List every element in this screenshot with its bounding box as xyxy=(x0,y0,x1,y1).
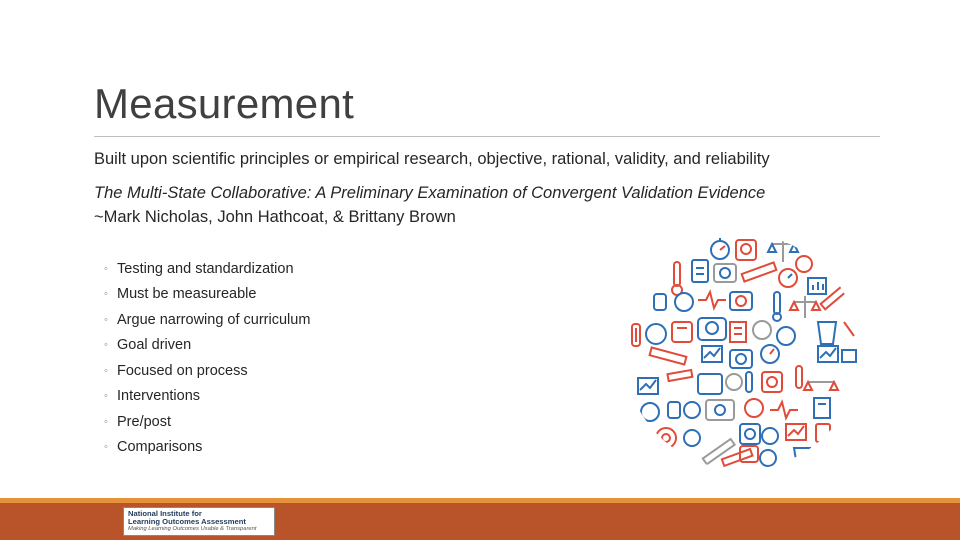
bullet-list xyxy=(104,256,310,460)
bullet-icon: ◦ xyxy=(104,441,108,454)
list-item: ◦ Goal driven xyxy=(104,337,192,354)
measuring-cup-icon xyxy=(794,448,810,466)
calculator-icon xyxy=(814,398,830,418)
scale-icon xyxy=(698,318,726,340)
line-chart-icon xyxy=(786,424,806,440)
bullet-icon: ◦ xyxy=(104,390,108,403)
bullet-icon: ◦ xyxy=(104,364,108,377)
watch-icon xyxy=(654,294,666,310)
bullet-icon: ◦ xyxy=(104,415,108,428)
thermometer-icon xyxy=(672,262,682,295)
ruler-icon xyxy=(667,370,692,381)
balance-icon xyxy=(804,382,838,390)
ruler-icon xyxy=(742,262,777,281)
ruler-icon xyxy=(650,347,687,364)
stopwatch-icon xyxy=(753,321,771,339)
stopwatch-icon xyxy=(777,327,795,345)
thermometer-icon xyxy=(796,366,802,388)
stopwatch-icon xyxy=(779,269,797,287)
calculator-icon xyxy=(730,322,746,342)
citation-title: The Multi-State Collaborative: A Preliminary Examination of Convergent Validation Evidence xyxy=(94,184,766,202)
stopwatch-icon xyxy=(762,428,778,444)
scale-icon xyxy=(714,264,736,282)
bullet-icon: ◦ xyxy=(104,339,108,352)
stopwatch-icon xyxy=(760,450,776,466)
clock-icon xyxy=(684,430,700,446)
stopwatch-icon xyxy=(675,293,693,311)
scale-icon xyxy=(740,424,760,444)
list-item: ◦ Pre/post xyxy=(104,413,171,430)
citation-authors: ~Mark Nicholas, John Hathcoat, & Brittany Brown xyxy=(94,208,456,226)
scale-icon xyxy=(706,400,734,420)
ruler-icon xyxy=(703,439,735,464)
stopwatch-icon xyxy=(656,428,676,448)
stopwatch-icon xyxy=(745,399,763,417)
watch-icon xyxy=(668,402,680,418)
pulse-icon xyxy=(698,292,726,308)
clipboard-icon xyxy=(692,260,708,282)
line-chart-icon xyxy=(818,346,838,362)
list-item: ◦ Comparisons xyxy=(104,439,203,456)
thermometer-icon xyxy=(746,372,752,392)
scale-icon xyxy=(730,292,752,310)
balance-icon xyxy=(768,240,798,262)
slide-title: Measurement xyxy=(94,80,355,127)
stopwatch-icon xyxy=(641,403,659,421)
measurement-icons-illustration xyxy=(622,232,862,472)
scale-icon xyxy=(672,322,692,342)
scale-icon xyxy=(762,372,782,392)
bullet-icon: ◦ xyxy=(104,262,108,275)
bullet-icon: ◦ xyxy=(104,313,108,326)
gauge-icon xyxy=(684,402,700,418)
gauge-icon xyxy=(761,345,779,363)
list-item: ◦ Testing and standardization xyxy=(104,260,294,277)
list-item: ◦ Focused on process xyxy=(104,362,248,379)
bar-chart-icon xyxy=(808,278,826,294)
ruler-icon xyxy=(821,286,847,309)
pulse-icon xyxy=(770,402,798,418)
sign-icon xyxy=(842,350,856,362)
title-divider xyxy=(94,136,880,137)
thermometer-icon xyxy=(632,324,640,346)
balance-icon xyxy=(790,296,820,318)
pen-icon xyxy=(844,322,854,336)
thermometer-icon xyxy=(773,292,781,321)
list-item: ◦ Must be measureable xyxy=(104,286,257,303)
list-item: ◦ Interventions xyxy=(104,388,201,405)
gauge-icon xyxy=(796,256,812,272)
stopwatch-icon xyxy=(726,374,742,390)
line-chart-icon xyxy=(638,378,658,394)
clock-icon xyxy=(646,324,666,344)
measuring-cup-icon xyxy=(818,322,836,344)
slide-subtitle: Built upon scientific principles or empirical research, objective, rational, validity, and reliability xyxy=(94,150,770,168)
scale-icon xyxy=(698,374,722,394)
stopwatch-icon xyxy=(711,238,729,259)
scale-icon xyxy=(730,350,752,368)
clipboard-icon xyxy=(816,424,830,442)
line-chart-icon xyxy=(702,346,722,362)
bullet-icon: ◦ xyxy=(104,288,108,301)
list-item: ◦ Argue narrowing of curriculum xyxy=(104,311,311,328)
nilo-logo: National Institute for Learning Outcomes Assessment Making Learning Outcomes Usable & Transparent xyxy=(123,507,275,536)
scale-icon xyxy=(736,240,756,260)
